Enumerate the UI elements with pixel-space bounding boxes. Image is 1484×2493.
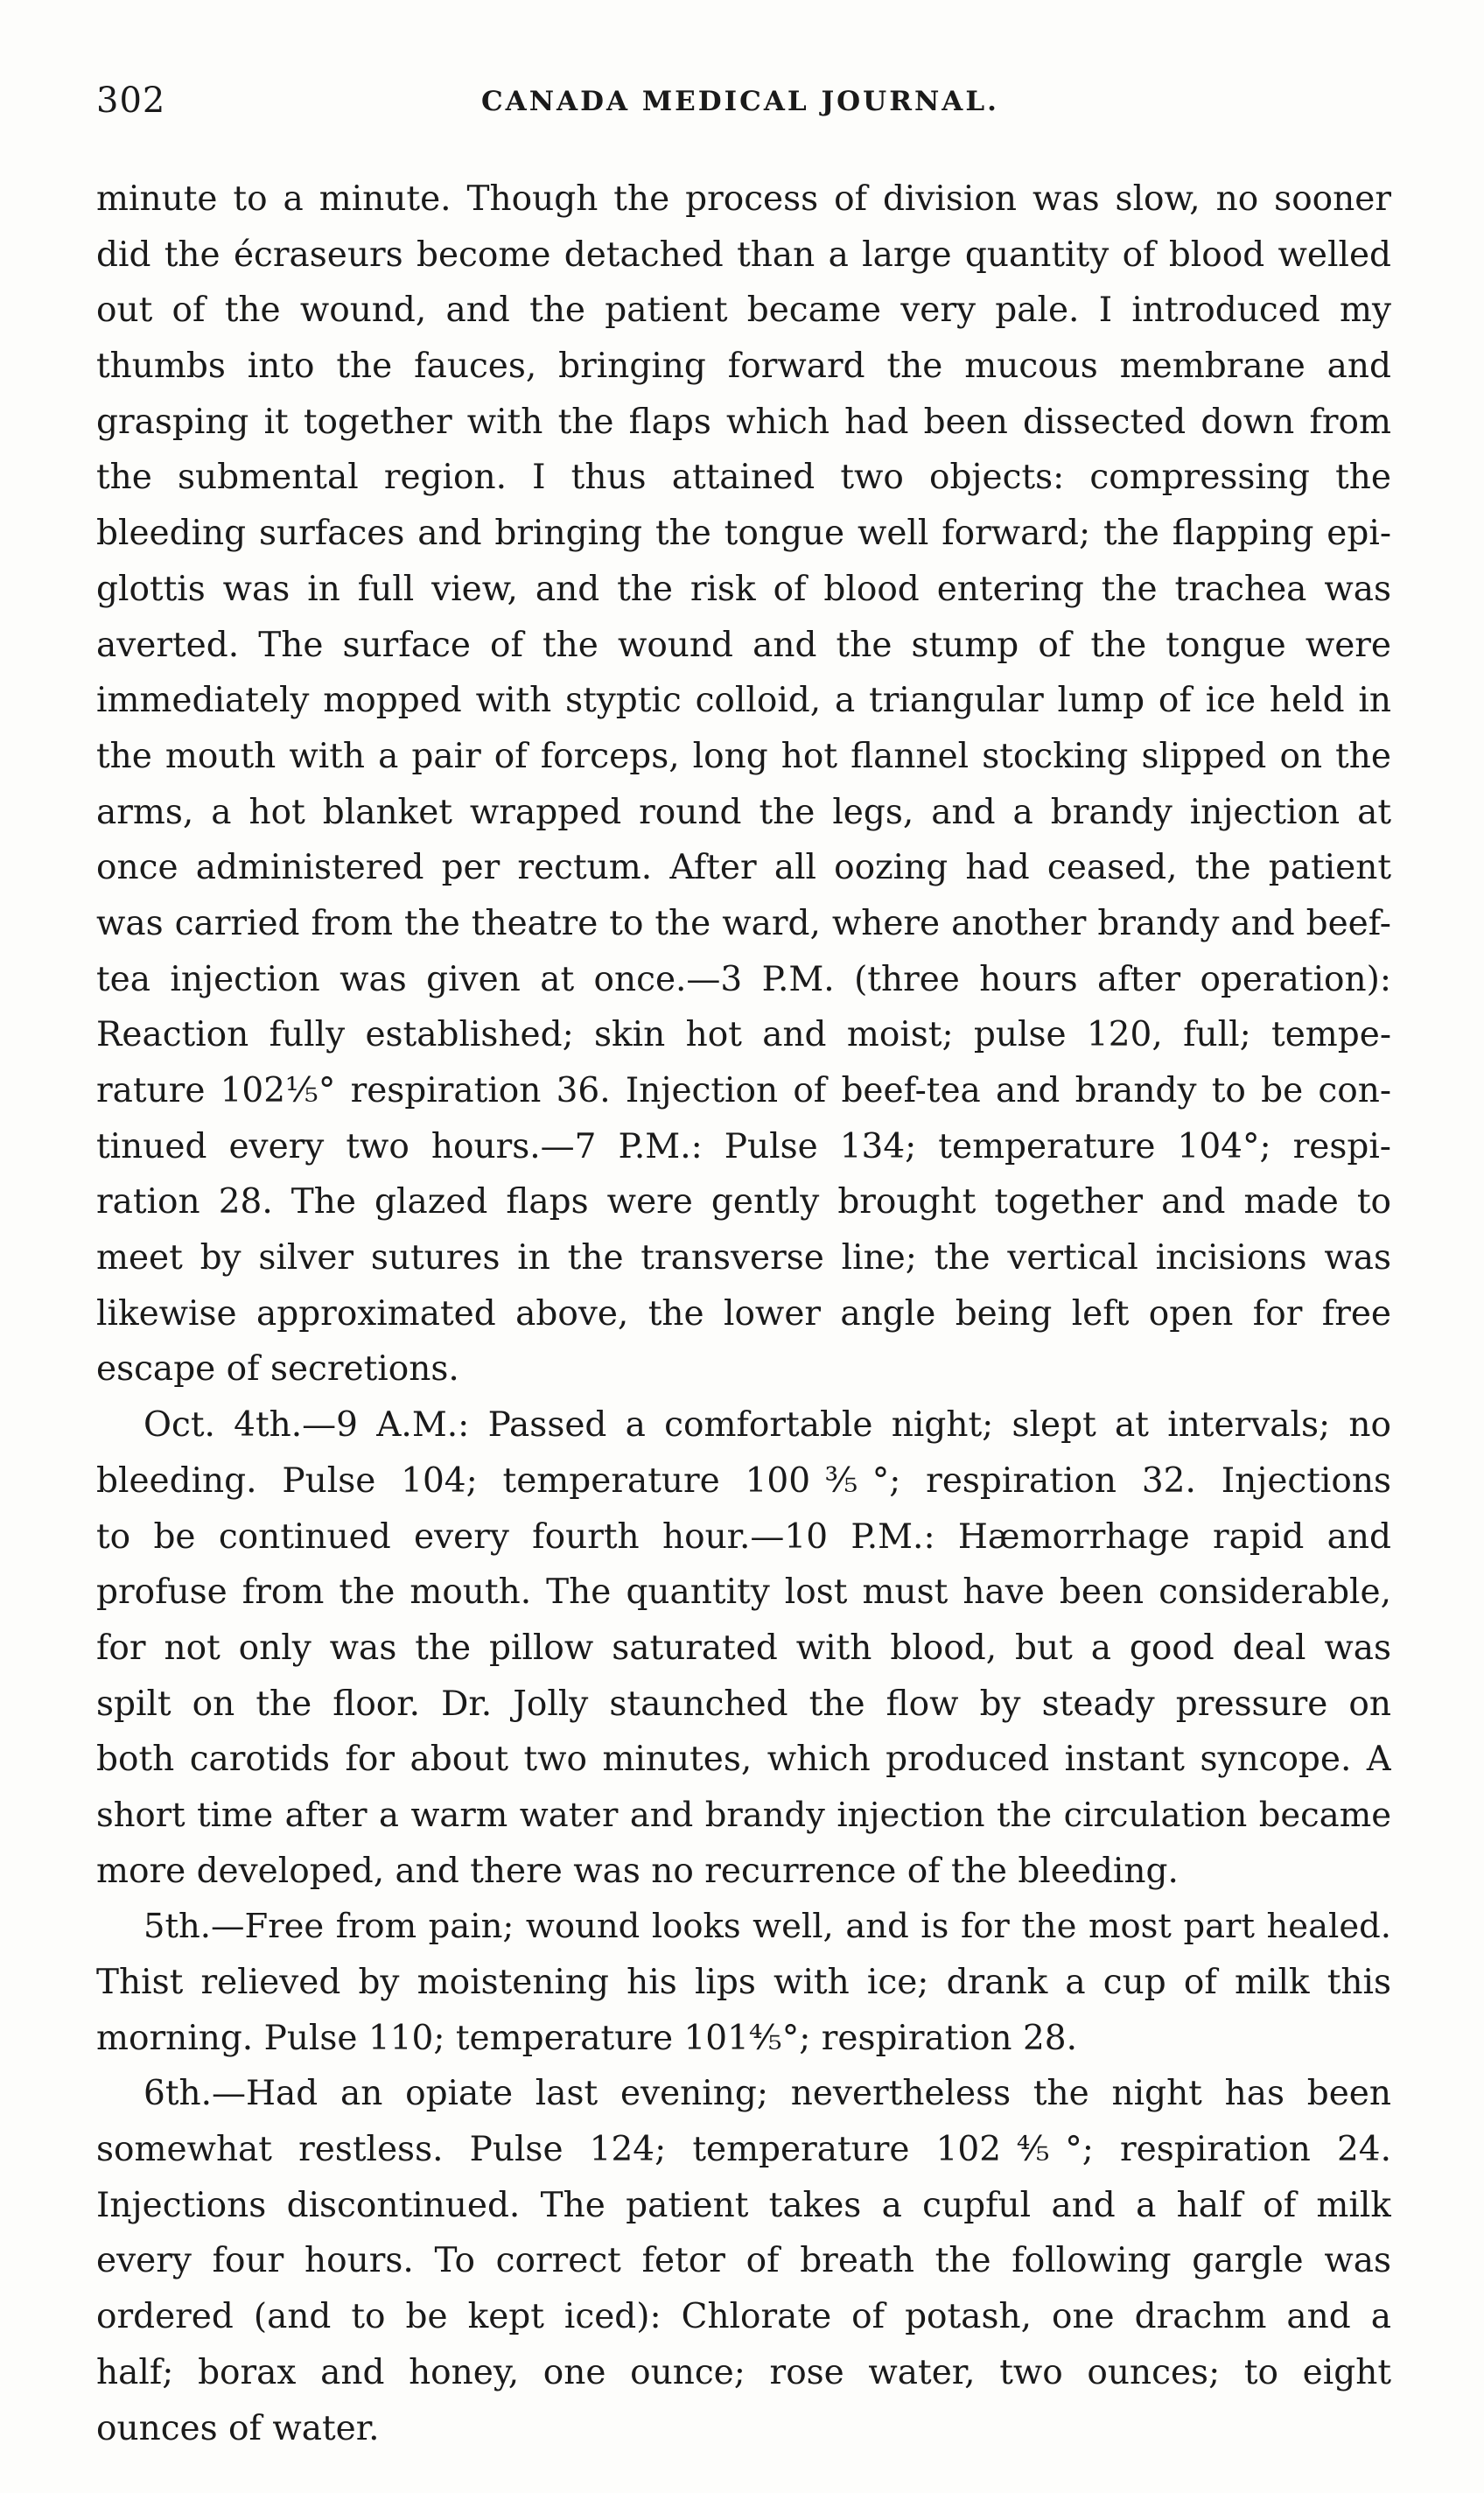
paragraph-end-line: ounces of water. [96,2408,380,2448]
text-line: short time after a warm water and brandy injection the circulation became [96,1795,1391,1835]
text-line: bleeding. Pulse 104; temperature 100⅗°; respiration 32. Injections [96,1460,1391,1501]
text-line: Reaction fully established; skin hot and moist; pulse 120, full; tempe- [96,1015,1391,1055]
text-line: half; borax and honey, one ounce; rose water, two ounces; to eight [96,2352,1391,2392]
text-line: thumbs into the fauces, bringing forward the mucous membrane and [96,347,1391,387]
body-text [96,172,1391,2456]
text-line: out of the wound, and the patient became very pale. I introduced my [96,291,1391,331]
text-line: did the écraseurs become detached than a large quantity of blood welled [96,235,1391,275]
text-line: glottis was in full view, and the risk of blood entering the trachea was [96,569,1391,609]
text-line: bleeding surfaces and bringing the tongue well forward; the flapping epi- [96,514,1391,554]
text-line: arms, a hot blanket wrapped round the legs, and a brandy injection at [96,792,1391,832]
text-line: was carried from the theatre to the ward, where another brandy and beef- [96,903,1391,943]
text-line: the submental region. I thus attained two objects: compressing the [96,458,1391,498]
text-line: meet by silver sutures in the transverse line; the vertical incisions was [96,1238,1391,1278]
text-line: profuse from the mouth. The quantity lost must have been considerable, [96,1572,1391,1613]
text-line: grasping it together with the flaps which had been dissected down from [96,402,1391,442]
text-line: both carotids for about two minutes, which produced instant syncope. A [96,1740,1391,1780]
paragraph-start-line: 6th.—Had an opiate last evening; nevertheless the night has been [144,2074,1391,2114]
text-line: averted. The surface of the wound and the stump of the tongue were [96,625,1391,665]
text-line: rature 102⅕° respiration 36. Injection of beef-tea and brandy to be con- [96,1071,1391,1110]
text-line: minute to a minute. Though the process of division was slow, no sooner [96,179,1391,219]
paragraph-start-line: Oct. 4th.—9 A.M.: Passed a comfortable night; slept at intervals; no [144,1405,1391,1446]
text-line: for not only was the pillow saturated with blood, but a good deal was [96,1628,1391,1668]
text-line: Thist relieved by moistening his lips with ice; drank a cup of milk this [96,1963,1391,2002]
text-line: once administered per rectum. After all oozing had ceased, the patient [96,848,1391,888]
running-head: CANADA MEDICAL JOURNAL. [481,86,999,117]
paragraph-end-line: escape of secretions. [96,1349,459,1390]
text-line: immediately mopped with styptic colloid, a triangular lump of ice held in [96,681,1391,721]
paragraph-end-line: morning. Pulse 110; temperature 101⅘°; respiration 28. [96,2018,1077,2058]
text-line: likewise approximated above, the lower angle being left open for free [96,1293,1391,1334]
paragraph-end-line: more developed, and there was no recurrence of the bleeding. [96,1851,1179,1891]
text-line: tinued every two hours.—7 P.M.: Pulse 134; temperature 104°; respi- [96,1126,1391,1166]
text-line: spilt on the floor. Dr. Jolly staunched the flow by steady pressure on [96,1684,1391,1724]
text-line: ration 28. The glazed flaps were gently brought together and made to [96,1182,1391,1222]
text-line: ordered (and to be kept iced): Chlorate of potash, one drachm and a [96,2297,1391,2337]
text-line: the mouth with a pair of forceps, long hot flannel stocking slipped on the [96,736,1391,776]
text-line: Injections discontinued. The patient takes a cupful and a half of milk [96,2185,1391,2225]
text-line: somewhat restless. Pulse 124; temperature 102⅘°; respiration 24. [96,2130,1391,2170]
text-line: every four hours. To correct fetor of breath the following gargle was [96,2241,1391,2281]
paragraph-start-line: 5th.—Free from pain; wound looks well, and is for the most part healed. [144,1907,1391,1947]
text-line: to be continued every fourth hour.—10 P.M.: Hæmorrhage rapid and [96,1516,1391,1557]
page-number: 302 [96,81,166,121]
page-header [96,81,1391,133]
text-line: tea injection was given at once.—3 P.M. (three hours after operation): [96,959,1391,999]
